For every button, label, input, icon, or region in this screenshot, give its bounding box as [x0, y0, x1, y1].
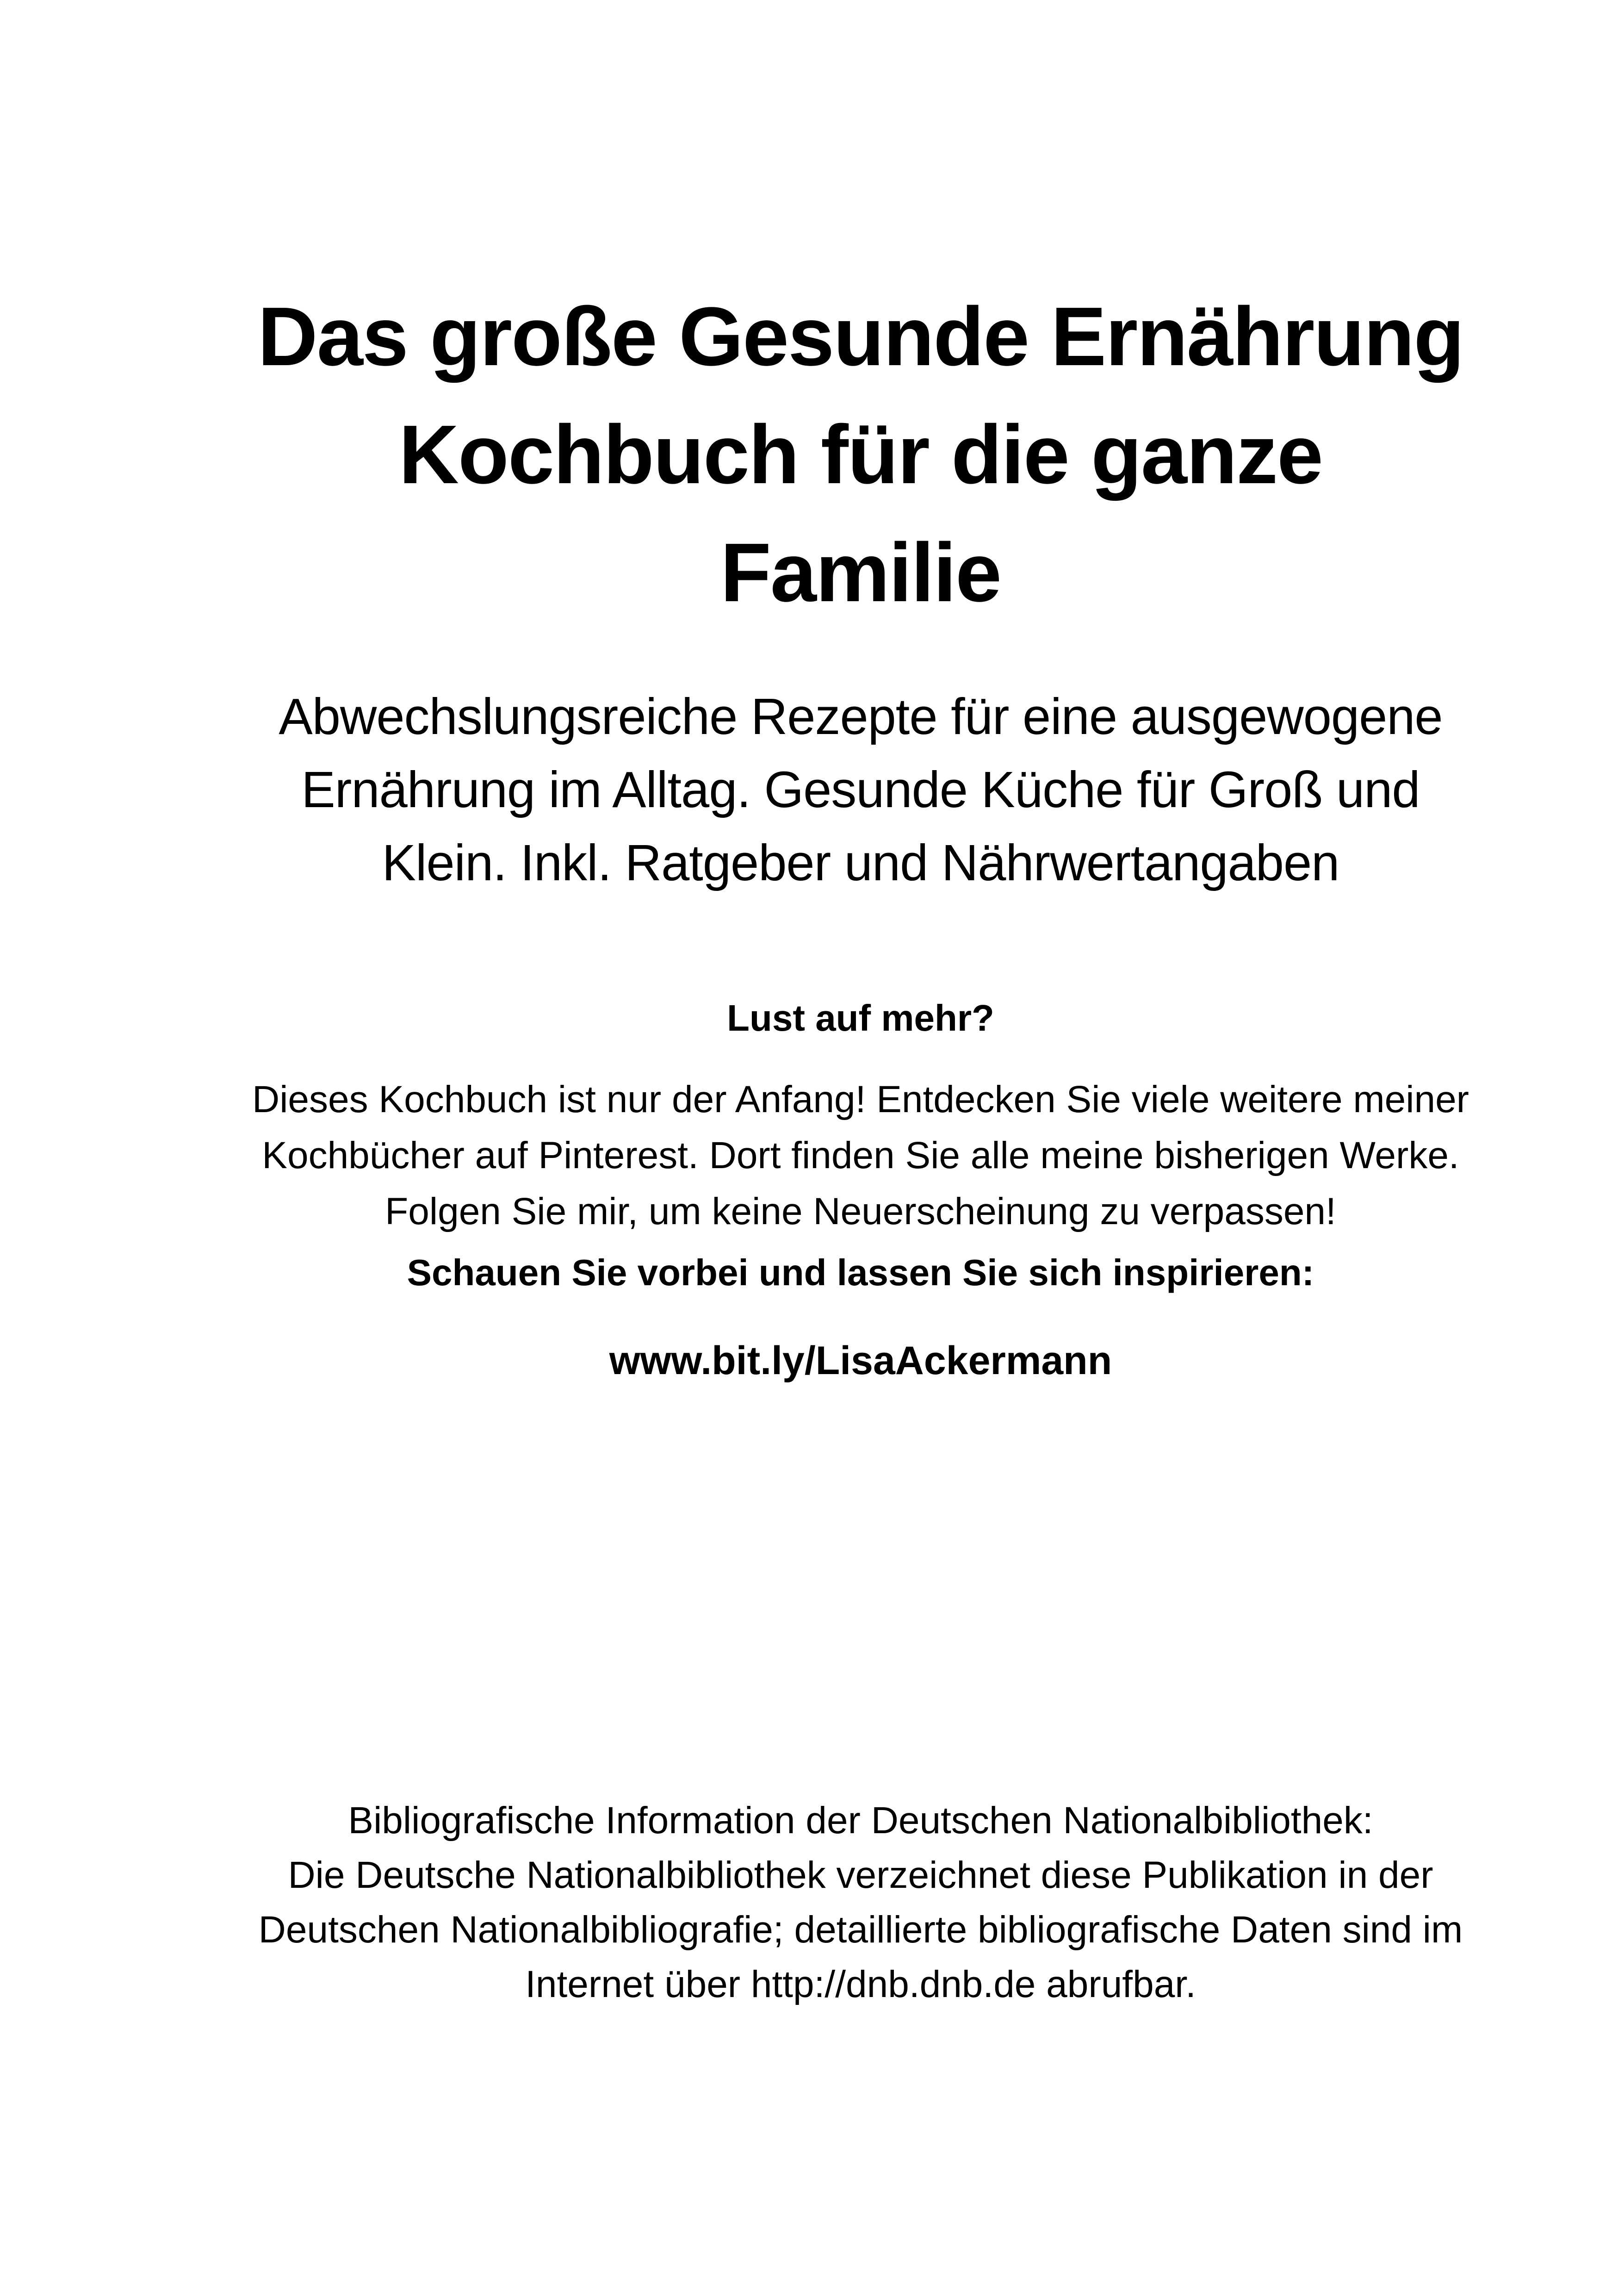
- bibliographic-line: Internet über http://dnb.dnb.de abrufbar.: [525, 1963, 1196, 2005]
- promo-call-to-action: Schauen Sie vorbei und lassen Sie sich inspirieren:: [407, 1252, 1314, 1293]
- bibliographic-line: Die Deutsche Nationalbibliothek verzeichnet diese Publikation in der: [288, 1854, 1433, 1896]
- bibliographic-information: [217, 1793, 1504, 2012]
- book-subtitle: [217, 680, 1504, 900]
- book-title-line: Kochbuch für die ganze: [398, 408, 1323, 501]
- book-subtitle-line: Klein. Inkl. Ratgeber und Nährwertangaben: [382, 834, 1339, 891]
- book-title: [217, 278, 1504, 632]
- bibliographic-line: Deutschen Nationalbibliografie; detaillierte bibliografische Daten sind im: [258, 1909, 1463, 1951]
- book-subtitle-line: Ernährung im Alltag. Gesunde Küche für Groß und: [301, 761, 1420, 818]
- book-title-line: Familie: [720, 526, 1001, 619]
- book-subtitle-line: Abwechslungsreiche Rezepte für eine ausgewogene: [279, 688, 1443, 745]
- promo-body-line: Dieses Kochbuch ist nur der Anfang! Entdecken Sie viele weitere meiner: [252, 1078, 1469, 1120]
- bibliographic-line: Bibliografische Information der Deutschen Nationalbibliothek:: [348, 1799, 1373, 1842]
- promo-body-line: Kochbücher auf Pinterest. Dort finden Sie alle meine bisherigen Werke.: [262, 1134, 1459, 1176]
- promo-body-line: Folgen Sie mir, um keine Neuerscheinung zu verpassen!: [385, 1190, 1336, 1232]
- promo-heading: Lust auf mehr?: [727, 997, 994, 1039]
- pinterest-link[interactable]: www.bit.ly/LisaAckermann: [609, 1338, 1112, 1383]
- promo-body: [217, 1071, 1504, 1239]
- book-title-line: Das große Gesunde Ernährung: [257, 290, 1464, 383]
